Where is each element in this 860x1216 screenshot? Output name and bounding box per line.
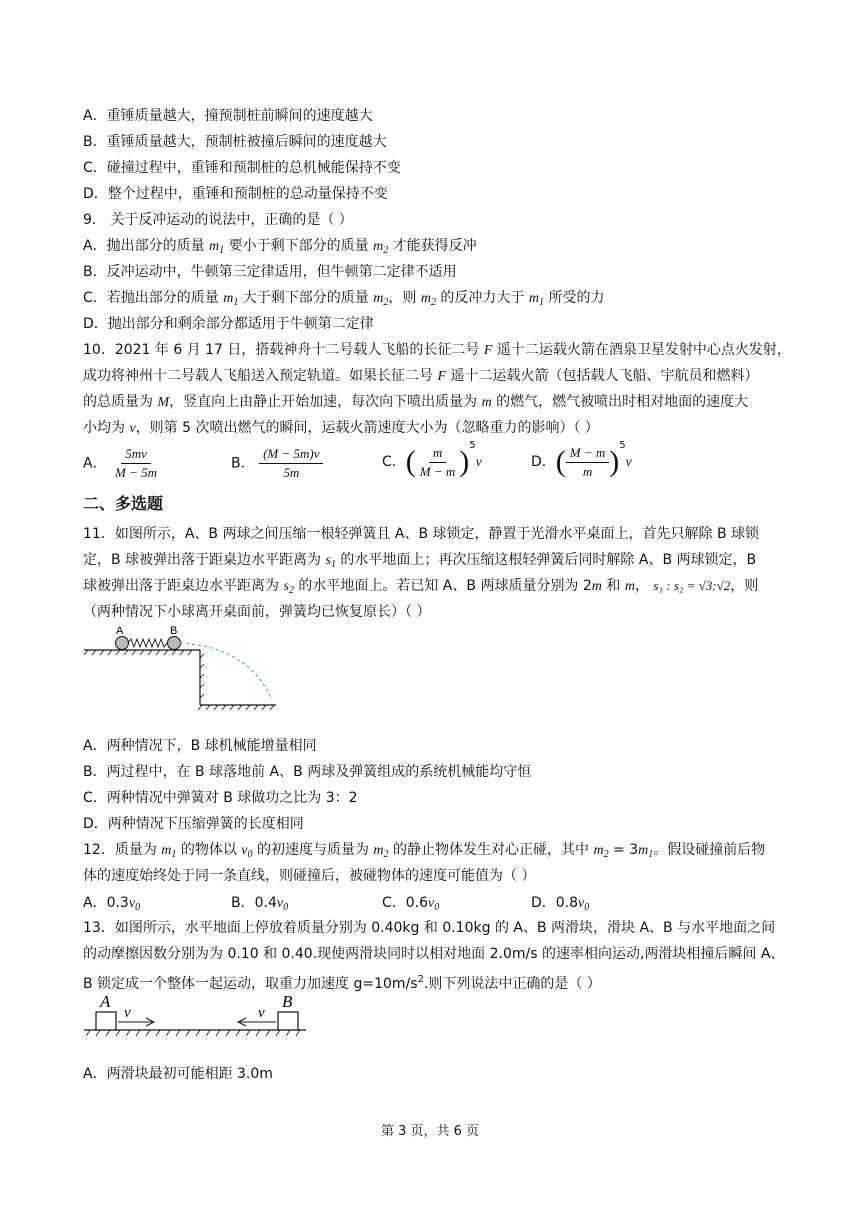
q8-option-a: A．重锤质量越大，撞预制桩前瞬间的速度越大 (83, 108, 373, 124)
q13-line3: B 锁定成一个整体一起运动，取重力加速度 $g=10m/s^2$.则下列说法中正确的是（ ） (83, 974, 601, 992)
page-footer: 第 3 页，共 6 页 (380, 1124, 480, 1139)
q11-line3: 球被弹出落于距桌边水平距离为 $s_2$ 的水平地面上。若已知 A、B 两球质量分别为 2m 和 m， s₁ : s₂ = √3:√2，则 (83, 578, 759, 596)
q9-option-a: A．抛出部分的质量 $m_1$ 要小于剩下部分的质量 $m_2$ 才能获得反冲 (83, 238, 477, 256)
q8-option-c: C．碰撞过程中，重锤和预制桩的总机械能保持不变 (83, 160, 401, 176)
label-a: A (116, 625, 124, 637)
q9-option-b: B．反冲运动中，牛顿第三定律适用，但牛顿第二定律不适用 (83, 264, 457, 280)
q11-line4: （两种情况下小球离开桌面前，弹簧均已恢复原长）（ ） (83, 604, 431, 620)
trajectory (180, 643, 272, 700)
q10-option-c: C．( $\frac{m}{M - m}$ )$^5$v (382, 440, 482, 479)
q9-stem: 9． 关于反冲运动的说法中，正确的是（ ） (83, 212, 353, 228)
q10-line4: 小均为 v，则第 5 次喷出燃气的瞬间，运载火箭速度大小为（忽略重力的影响）（ ） (83, 420, 599, 436)
q12-option-c: C．$0.6v_0$ (382, 895, 440, 913)
label-b: B (170, 625, 178, 637)
q12-option-a: A．$0.3v_0$ (83, 895, 141, 913)
q11-line1: 11．如图所示，A、B 两球之间压缩一根轻弹簧且 A、B 球锁定，静置于光滑水平桌面上，首先只解除 B 球锁 (83, 526, 760, 542)
q12-line1: 12．质量为 $m_1$ 的物体以 $v_0$ 的初速度与质量为 $m_2$ 的静止物体发生对心正碰，其中 $m_2 = 3m_1$。假设碰撞前后物 (83, 842, 766, 860)
spring (128, 639, 167, 647)
q11-option-d: D．两种情况下压缩弹簧的长度相同 (83, 816, 304, 832)
q12-option-b: B．$0.4v_0$ (231, 895, 289, 913)
label-a: A (100, 992, 111, 1011)
q11-option-a: A．两种情况下，B 球机械能增量相同 (83, 738, 317, 754)
label-v-a: v (124, 1005, 131, 1021)
q9-option-d: D．抛出部分和剩余部分都适用于牛顿第二定律 (83, 316, 374, 332)
q11-diagram (84, 622, 284, 712)
q13-line1: 13．如图所示，水平地面上停放着质量分别为 0.40kg 和 0.10kg 的 A、B 两滑块，滑块 A、B 与水平地面之间 (83, 920, 776, 936)
q10-line3: 的总质量为 M，竖直向上由静止开始加速，每次向下喷出质量为 m 的燃气，燃气被喷出时相对地面的速度大 (83, 394, 749, 410)
label-v-b: v (258, 1005, 265, 1021)
q10-option-d: D．( $\frac{M - m}{m}$ )$^5$v (531, 440, 632, 479)
q12-line2: 体的速度始终处于同一条直线，则碰撞后，被碰物体的速度可能值为（ ） (83, 868, 536, 884)
block-b (278, 1012, 298, 1030)
section-heading-multi: 二、多选题 (83, 494, 164, 513)
q8-option-d: D．整个过程中，重锤和预制桩的总动量保持不变 (83, 186, 388, 202)
q11-option-b: B．两过程中，在 B 球落地前 A、B 两球及弹簧组成的系统机械能均守恒 (83, 764, 532, 780)
ball-a (116, 637, 129, 650)
q9-option-c: C．若抛出部分的质量 $m_1$ 大于剩下部分的质量 $m_2$，则 $m_2$ 的反冲力大于 $m_1$ 所受的力 (83, 290, 605, 308)
q10-option-b: B． $\frac{(M - 5m)v}{5m}$ (231, 446, 323, 481)
ball-b (168, 637, 181, 650)
label-b: B (282, 992, 293, 1011)
q13-option-a: A．两滑块最初可能相距 3.0m (83, 1066, 273, 1082)
q10-line1: 10．2021 年 6 月 17 日，搭载神舟十二号载人飞船的长征二号 F 遥十二运载火箭在酒泉卫星发射中心点火发射， (83, 342, 791, 358)
q12-option-d: D．$0.8v_0$ (531, 895, 590, 913)
q11-line2: 定，B 球被弹出落于距桌边水平距离为 $s_1$ 的水平地面上；再次压缩这根轻弹簧后同时解除 A、B 两球锁定，B (83, 552, 757, 570)
q13-line2: 的动摩擦因数分别为为 0.10 和 0.40.现使两滑块同时以相对地面 2.0m/s 的速率相向运动,两滑块相撞后瞬间 A、 (83, 946, 785, 962)
q10-option-a: A． $\frac{5mv}{M - 5m}$ (83, 446, 158, 480)
q13-diagram (84, 992, 314, 1040)
q11-option-c: C．两种情况中弹簧对 B 球做功之比为 3：2 (83, 790, 358, 806)
q10-line2: 成功将神州十二号载人飞船送入预定轨道。如果长征二号 F 遥十二运载火箭（包括载人飞船、宇航员和燃料） (83, 368, 759, 384)
q8-option-b: B．重锤质量越大，预制桩被撞后瞬间的速度越大 (83, 134, 387, 150)
block-a (96, 1012, 116, 1030)
